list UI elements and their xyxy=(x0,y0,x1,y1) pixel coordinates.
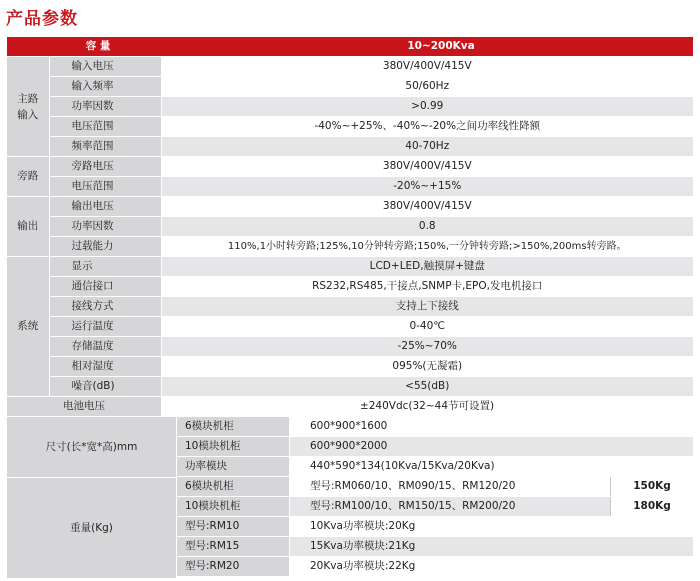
row-value: RS232,RS485,干接点,SNMP卡,EPO,发电机接口 xyxy=(161,277,693,297)
row-label: 功率模块 xyxy=(177,457,290,476)
row-value: 095%(无凝霜) xyxy=(161,357,693,377)
table-row xyxy=(177,477,693,497)
capacity-label: 容 量 xyxy=(7,37,189,57)
row-label: 旁路电压 xyxy=(49,157,161,177)
row-label: 存储温度 xyxy=(49,337,161,357)
spec-table xyxy=(7,37,693,417)
page-title: 产品参数 xyxy=(6,9,78,29)
row-label: 输入电压 xyxy=(49,57,161,77)
row-value: 40-70Hz xyxy=(161,137,693,157)
row-value: 10Kva功率模块:20Kg xyxy=(290,517,693,536)
row-label: 型号:RM10 xyxy=(177,517,290,536)
table-row xyxy=(177,537,693,557)
detail-column xyxy=(177,417,693,578)
size-weight-grid xyxy=(7,417,693,578)
table-row xyxy=(7,177,693,197)
row-label: 10模块机柜 xyxy=(177,497,290,516)
row-label: 功率因数 xyxy=(49,217,161,237)
row-label: 接线方式 xyxy=(49,297,161,317)
row-label: 10模块机柜 xyxy=(177,437,290,456)
row-label: 频率范围 xyxy=(49,137,161,157)
row-value: 380V/400V/415V xyxy=(161,197,693,217)
row-label: 型号:RM15 xyxy=(177,537,290,556)
row-label: 功率因数 xyxy=(49,97,161,117)
table-row xyxy=(177,437,693,457)
row-label: 显示 xyxy=(49,257,161,277)
table-row xyxy=(7,217,693,237)
lower-spec-section xyxy=(7,417,693,578)
table-row xyxy=(7,97,693,117)
table-row xyxy=(7,77,693,97)
table-row xyxy=(177,517,693,537)
row-value: 20Kva功率模块:22Kg xyxy=(290,557,693,576)
row-label: 输入频率 xyxy=(49,77,161,97)
row-value: 380V/400V/415V xyxy=(161,57,693,77)
row-value: 110%,1小时转旁路;125%,10分钟转旁路;150%,一分钟转旁路;>150%,200ms转旁路。 xyxy=(161,237,693,257)
table-row xyxy=(7,157,693,177)
group-output: 输出 xyxy=(7,197,49,257)
table-row xyxy=(7,277,693,297)
row-label: 过载能力 xyxy=(49,237,161,257)
row-value: 0-40℃ xyxy=(161,317,693,337)
group-column xyxy=(7,417,177,578)
row-value: 型号:RM100/10、RM150/15、RM200/20 xyxy=(290,497,610,516)
row-value: -20%~+15% xyxy=(161,177,693,197)
row-value: 15Kva功率模块:21Kg xyxy=(290,537,693,556)
table-row xyxy=(177,557,693,577)
table-row xyxy=(7,117,693,137)
table-row xyxy=(177,457,693,477)
group-bypass: 旁路 xyxy=(7,157,49,197)
group-weight: 重量(Kg) xyxy=(7,478,177,578)
table-row xyxy=(7,297,693,317)
weight-value: 150Kg xyxy=(610,477,693,496)
row-value: <55(dB) xyxy=(161,377,693,397)
row-label: 通信接口 xyxy=(49,277,161,297)
group-system: 系统 xyxy=(7,257,49,397)
row-label: 运行温度 xyxy=(49,317,161,337)
row-label: 电压范围 xyxy=(49,117,161,137)
table-row xyxy=(7,357,693,377)
row-value: 440*590*134(10Kva/15Kva/20Kva) xyxy=(290,457,693,476)
row-value: 50/60Hz xyxy=(161,77,693,97)
table-row xyxy=(7,197,693,217)
row-label: 6模块机柜 xyxy=(177,417,290,436)
table-row xyxy=(7,317,693,337)
row-label: 相对湿度 xyxy=(49,357,161,377)
row-value: LCD+LED,触摸屏+键盘 xyxy=(161,257,693,277)
row-value: -25%~70% xyxy=(161,337,693,357)
table-row xyxy=(177,497,693,517)
row-value: ±240Vdc(32~44节可设置) xyxy=(161,397,693,417)
row-label: 噪音(dB) xyxy=(49,377,161,397)
group-battery-voltage: 电池电压 xyxy=(7,397,161,417)
group-size: 尺寸(长*宽*高)mm xyxy=(7,417,177,478)
table-row xyxy=(7,337,693,357)
table-row xyxy=(7,257,693,277)
row-label: 6模块机柜 xyxy=(177,477,290,496)
row-value: 支持上下接线 xyxy=(161,297,693,317)
row-value: >0.99 xyxy=(161,97,693,117)
table-row xyxy=(177,417,693,437)
table-row xyxy=(7,237,693,257)
row-value: 380V/400V/415V xyxy=(161,157,693,177)
row-label: 型号:RM20 xyxy=(177,557,290,576)
row-label: 电压范围 xyxy=(49,177,161,197)
table-row xyxy=(7,377,693,397)
group-main-input: 主路 输入 xyxy=(7,57,49,157)
row-value: 型号:RM060/10、RM090/15、RM120/20 xyxy=(290,477,610,496)
row-value: -40%~+25%、-40%~-20%之间功率线性降额 xyxy=(161,117,693,137)
table-row xyxy=(7,137,693,157)
capacity-value: 10~200Kva xyxy=(189,37,693,57)
row-value: 600*900*1600 xyxy=(290,417,693,436)
header-row xyxy=(7,37,693,57)
row-value: 600*900*2000 xyxy=(290,437,693,456)
row-value: 0.8 xyxy=(161,217,693,237)
table-row xyxy=(7,57,693,77)
table-row xyxy=(7,397,693,417)
weight-value: 180Kg xyxy=(610,497,693,516)
row-label: 输出电压 xyxy=(49,197,161,217)
